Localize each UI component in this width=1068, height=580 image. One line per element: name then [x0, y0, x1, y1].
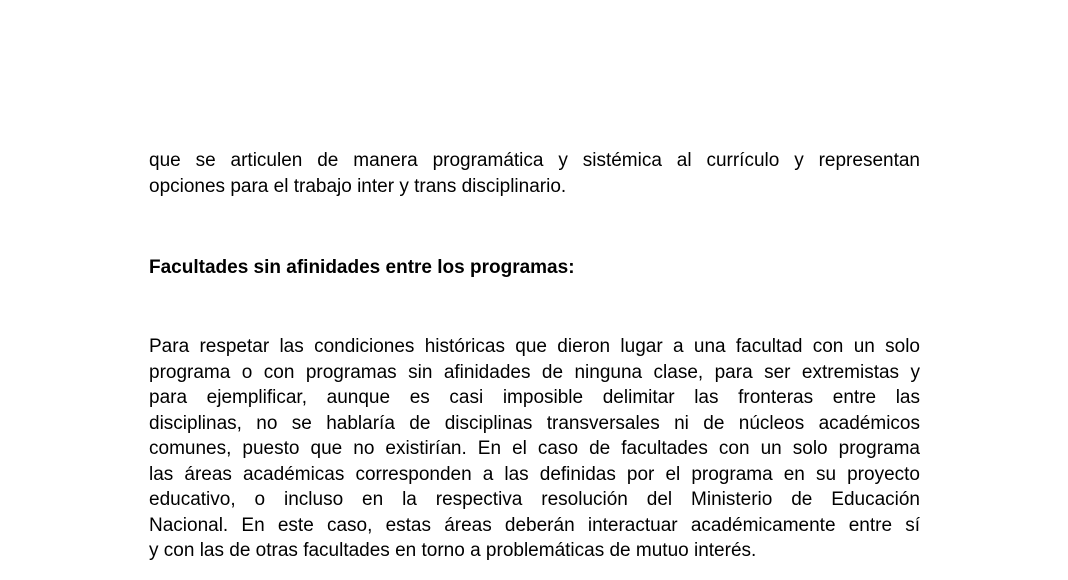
paragraph-line: comunes, puesto que no existirían. En el caso de facultades con un solo programa	[149, 438, 920, 459]
paragraph-body	[149, 334, 920, 564]
paragraph-line: educativo, o incluso en la respectiva resolución del Ministerio de Educación	[149, 489, 920, 510]
section-heading: Facultades sin afinidades entre los programas:	[149, 257, 575, 278]
paragraph-line: las áreas académicas corresponden a las definidas por el programa en su proyecto	[149, 463, 920, 485]
paragraph-line: que se articulen de manera programática y sistémica al currículo y representan	[149, 150, 920, 171]
paragraph-line: para ejemplificar, aunque es casi imposible delimitar las fronteras entre las	[149, 387, 920, 408]
paragraph-line: Para respetar las condiciones históricas que dieron lugar a una facultad con un solo	[149, 336, 920, 357]
paragraph-line: programa o con programas sin afinidades de ninguna clase, para ser extremistas y	[149, 361, 920, 383]
paragraph-line: y con las de otras facultades en torno a problemáticas de mutuo interés.	[149, 540, 757, 561]
paragraph-line: opciones para el trabajo inter y trans disciplinario.	[149, 175, 567, 197]
paragraph-continuation	[149, 148, 920, 199]
paragraph-line: disciplinas, no se hablaría de disciplinas transversales ni de núcleos académicos	[149, 412, 920, 434]
paragraph-line: Nacional. En este caso, estas áreas deberán interactuar académicamente entre sí	[149, 514, 920, 536]
